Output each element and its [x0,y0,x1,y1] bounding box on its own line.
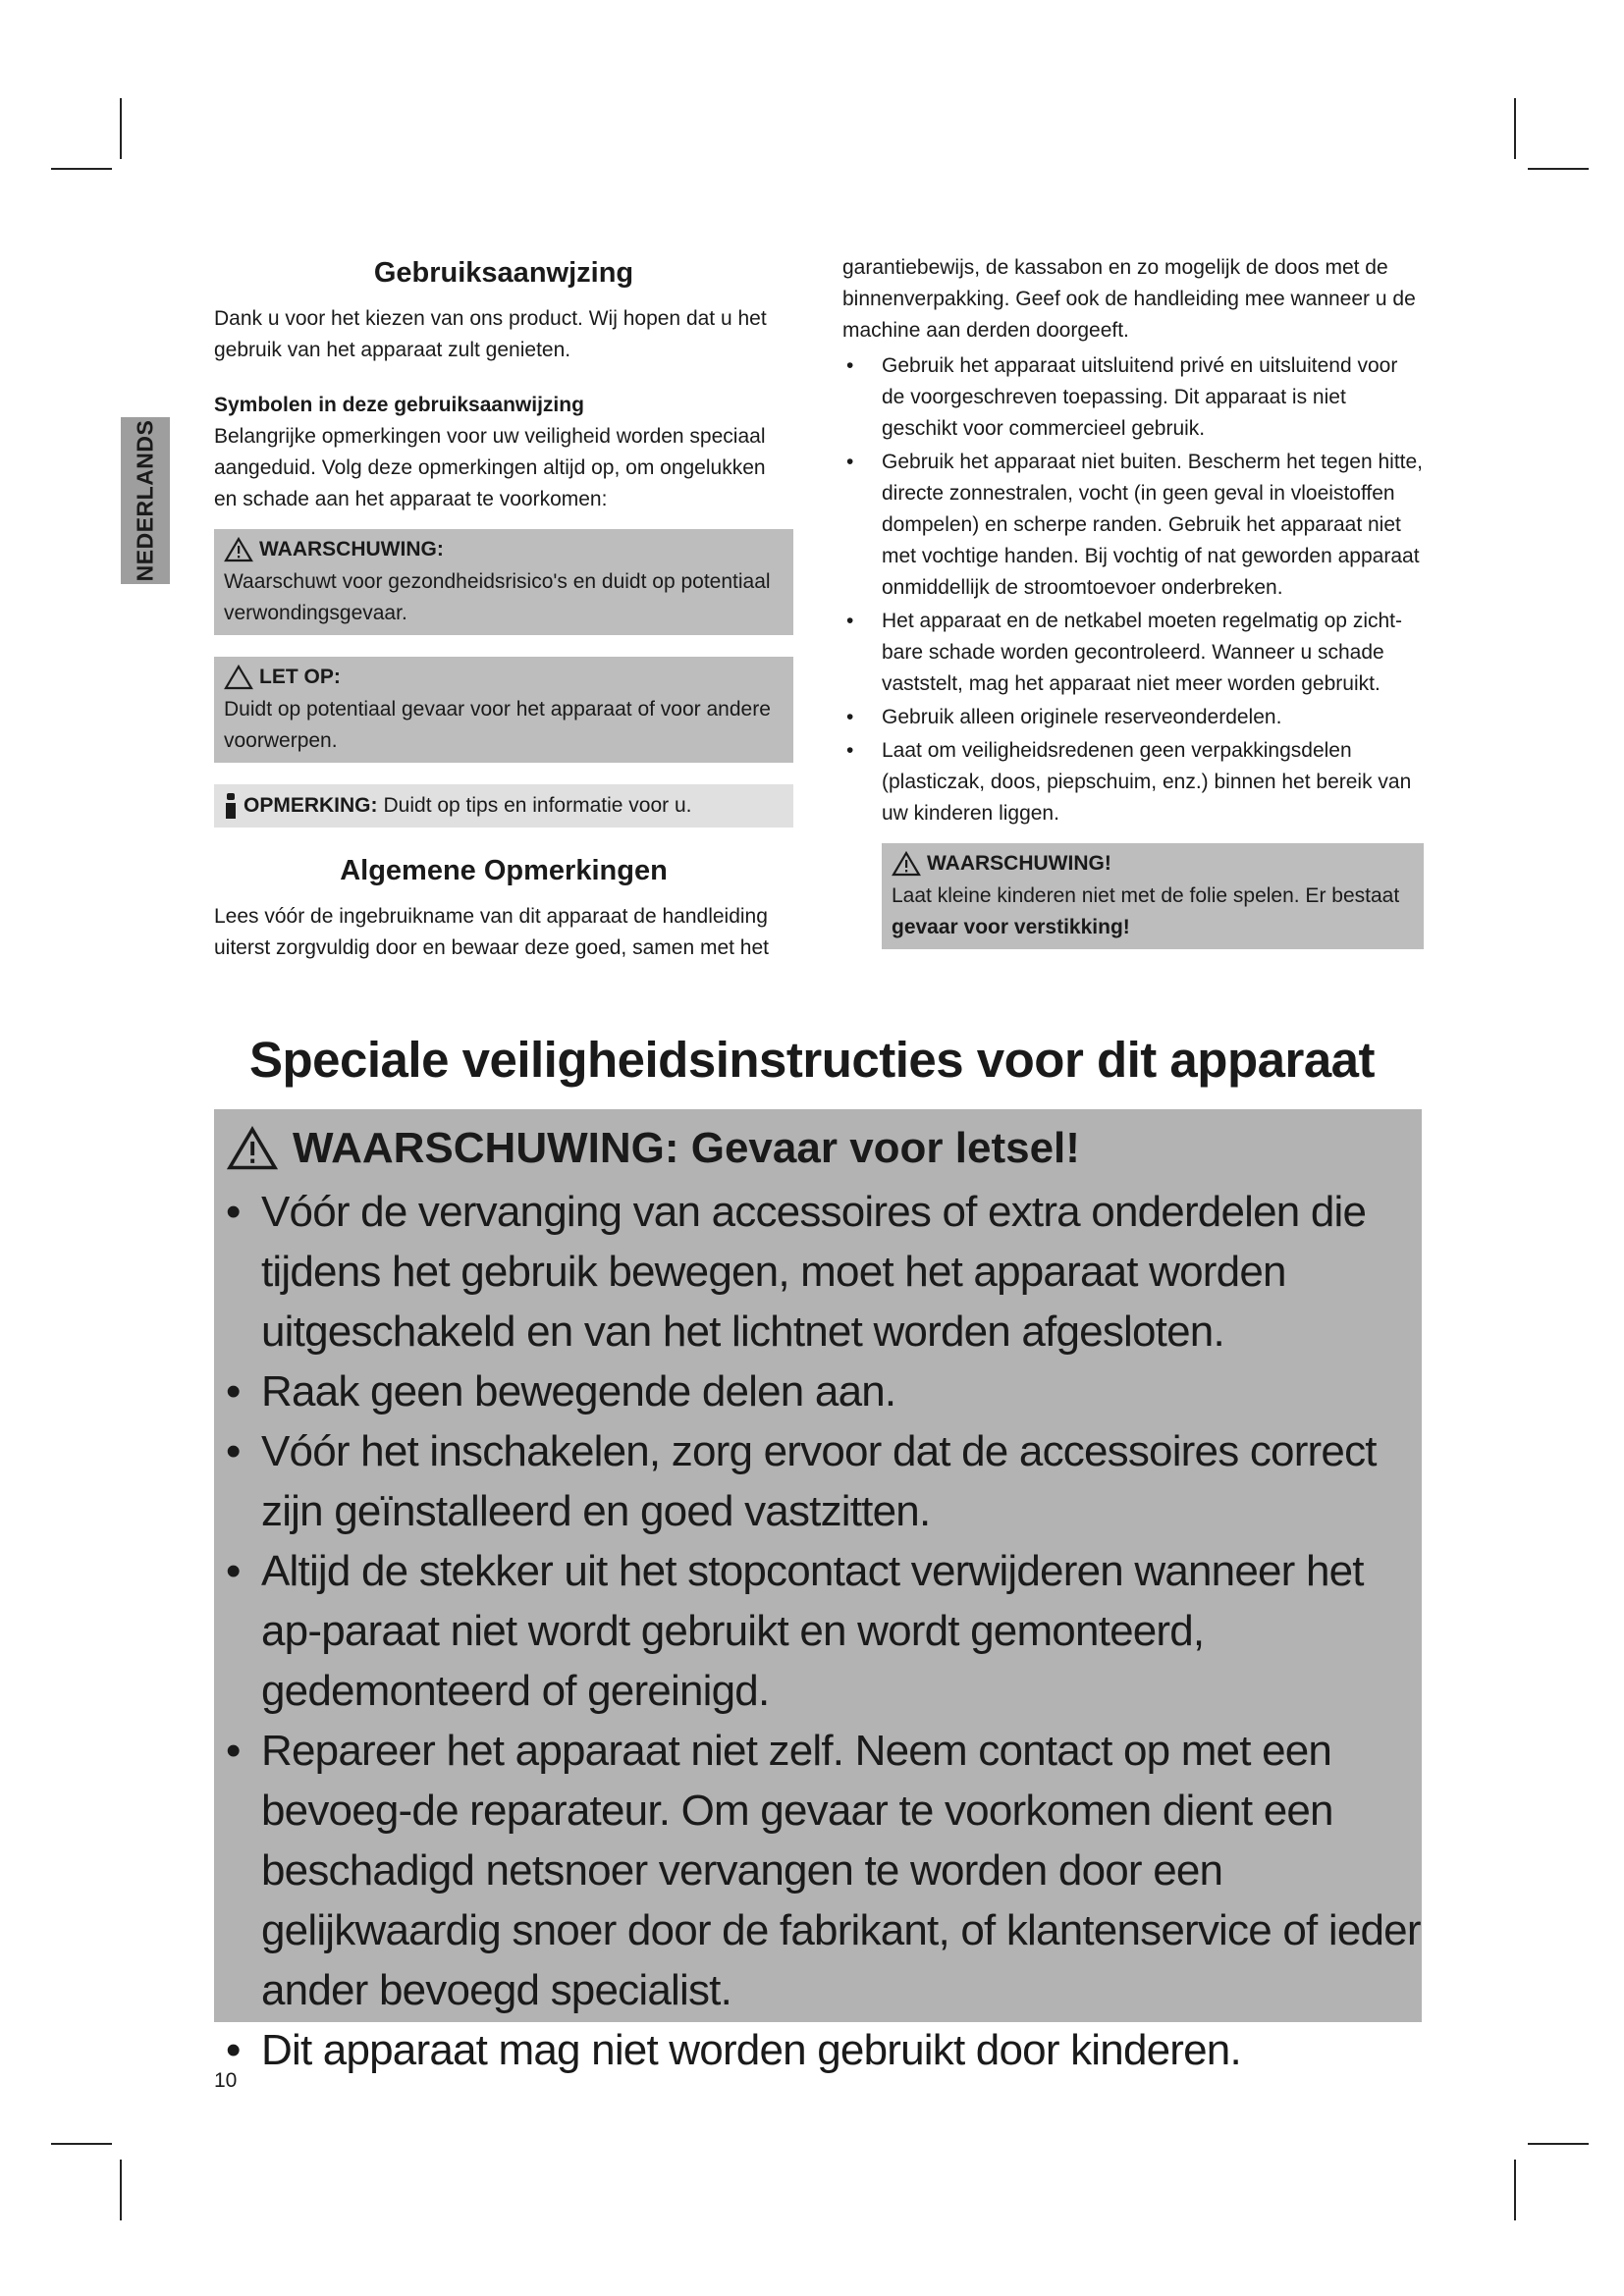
warning-text: Waarschuwt voor gezondheidsrisico's en duidt op potentiaal verwondingsgevaar. [224,570,771,624]
symbols-text: Belangrijke opmerkingen voor uw veiligheid worden speciaal aangeduid. Volg deze opmerkingen altijd op, om ongelukken en schade aan het apparaat te voorkomen: [214,425,766,510]
list-item: • Het apparaat en de netkabel moeten regelmatig op zicht-bare schade worden gecontroleerd. Wanneer u schade vaststelt, mag het apparaat niet meer worden gebruikt. [842,606,1424,700]
list-item: • Laat om veiligheidsredenen geen verpakkingsdelen (plasticzak, doos, piepschuim, enz.) binnen het bereik van uw kinderen liggen. [842,735,1424,829]
warning-triangle-icon [224,537,253,562]
continued-text: garantiebewijs, de kassabon en zo mogelijk de doos met de binnenverpakking. Geef ook de handleiding mee wanneer u de machine aan derden doorgeeft. [842,256,1416,342]
crop-mark [120,2160,122,2220]
special-safety-list [214,1182,1422,2080]
info-icon [224,793,238,819]
caution-triangle-icon [224,665,253,690]
note-text: Duidt op tips en informatie voor u. [383,794,692,817]
page-number: 10 [214,2069,238,2092]
injury-warning-title: WAARSCHUWING: Gevaar voor letsel! [293,1124,1080,1172]
list-item: • Gebruik alleen originele reserveonderdelen. [842,702,1424,733]
symbols-heading: Symbolen in deze gebruiksaanwijzing [214,394,584,416]
injury-warning-box [214,1109,1422,2074]
warning-box [214,529,793,635]
caution-title: LET OP: [259,666,341,688]
packaging-warning-emphasis: gevaar voor verstikking! [892,916,1130,938]
general-text: Lees vóór de ingebruikname van dit apparaat de handleiding uiterst zorgvuldig door en bewaar deze goed, samen met het [214,905,770,959]
crop-mark [1514,98,1516,159]
crop-mark [51,2143,112,2145]
list-item: • Altijd de stekker uit het stopcontact verwijderen wanneer het ap-paraat niet wordt gebruikt en wordt gemonteerd, gedemonteerd of gereinigd. [214,1541,1422,1721]
special-safety-title: Speciale veiligheidsinstructies voor dit apparaat [248,1032,1376,1088]
list-item: • Vóór de vervanging van accessoires of extra onderdelen die tijdens het gebruik bewegen, moet het apparaat worden uitgeschakeld en van het lichtnet worden afgesloten. [214,1182,1422,1362]
crop-mark [51,168,112,170]
language-tab [121,417,170,584]
crop-mark [1528,2143,1589,2145]
list-item: • Raak geen bewegende delen aan. [214,1362,1422,1421]
warning-title: WAARSCHUWING: [259,538,444,561]
crop-mark [120,98,122,159]
crop-mark [1514,2160,1516,2220]
list-item: • Gebruik het apparaat uitsluitend privé en uitsluitend voor de voorgeschreven toepassing. Dit apparaat is niet geschikt voor commercieel gebruik. [842,350,1424,445]
warning-triangle-icon [226,1126,279,1171]
warning-triangle-icon [892,851,921,877]
safety-list [842,350,1424,829]
right-column [842,252,1424,949]
list-item: • Vóór het inschakelen, zorg ervoor dat de accessoires correct zijn geïnstalleerd en goed vastzitten. [214,1421,1422,1541]
packaging-warning-title: WAARSCHUWING! [927,852,1111,875]
caution-box [214,657,793,763]
note-box [214,784,793,828]
packaging-warning-text: Laat kleine kinderen niet met de folie spelen. Er bestaat [892,884,1400,907]
note-title: OPMERKING: [244,794,378,817]
language-tab-label: NEDERLANDS [132,419,158,582]
list-item: • Gebruik het apparaat niet buiten. Bescherm het tegen hitte, directe zonnestralen, vocht (in geen geval in vloeistoffen dompelen) en scherpe randen. Gebruik het apparaat niet met vochtige handen. Bij vochtig of nat geworden apparaat onmiddellijk de stroomtoevoer onderbreken. [842,447,1424,604]
packaging-warning-box [882,843,1424,949]
list-item: • Repareer het apparaat niet zelf. Neem contact op met een bevoeg-de reparateur. Om gevaar te voorkomen dient een beschadigd netsnoer vervangen te worden door een gelijkwaardig snoer door de fabrikant, of klantenservice of ieder ander bevoegd specialist. [214,1721,1422,2020]
crop-mark [1528,168,1589,170]
caution-text: Duidt op potentiaal gevaar voor het apparaat of voor andere voorwerpen. [224,698,771,752]
left-column [214,257,793,964]
list-item: • Dit apparaat mag niet worden gebruikt door kinderen. [214,2020,1422,2080]
manual-title: Gebruiksaanwjzing [373,257,634,289]
general-title: Algemene Opmerkingen [340,855,668,886]
intro-text: Dank u voor het kiezen van ons product. Wij hopen dat u het gebruik van het apparaat zult genieten. [214,307,767,361]
